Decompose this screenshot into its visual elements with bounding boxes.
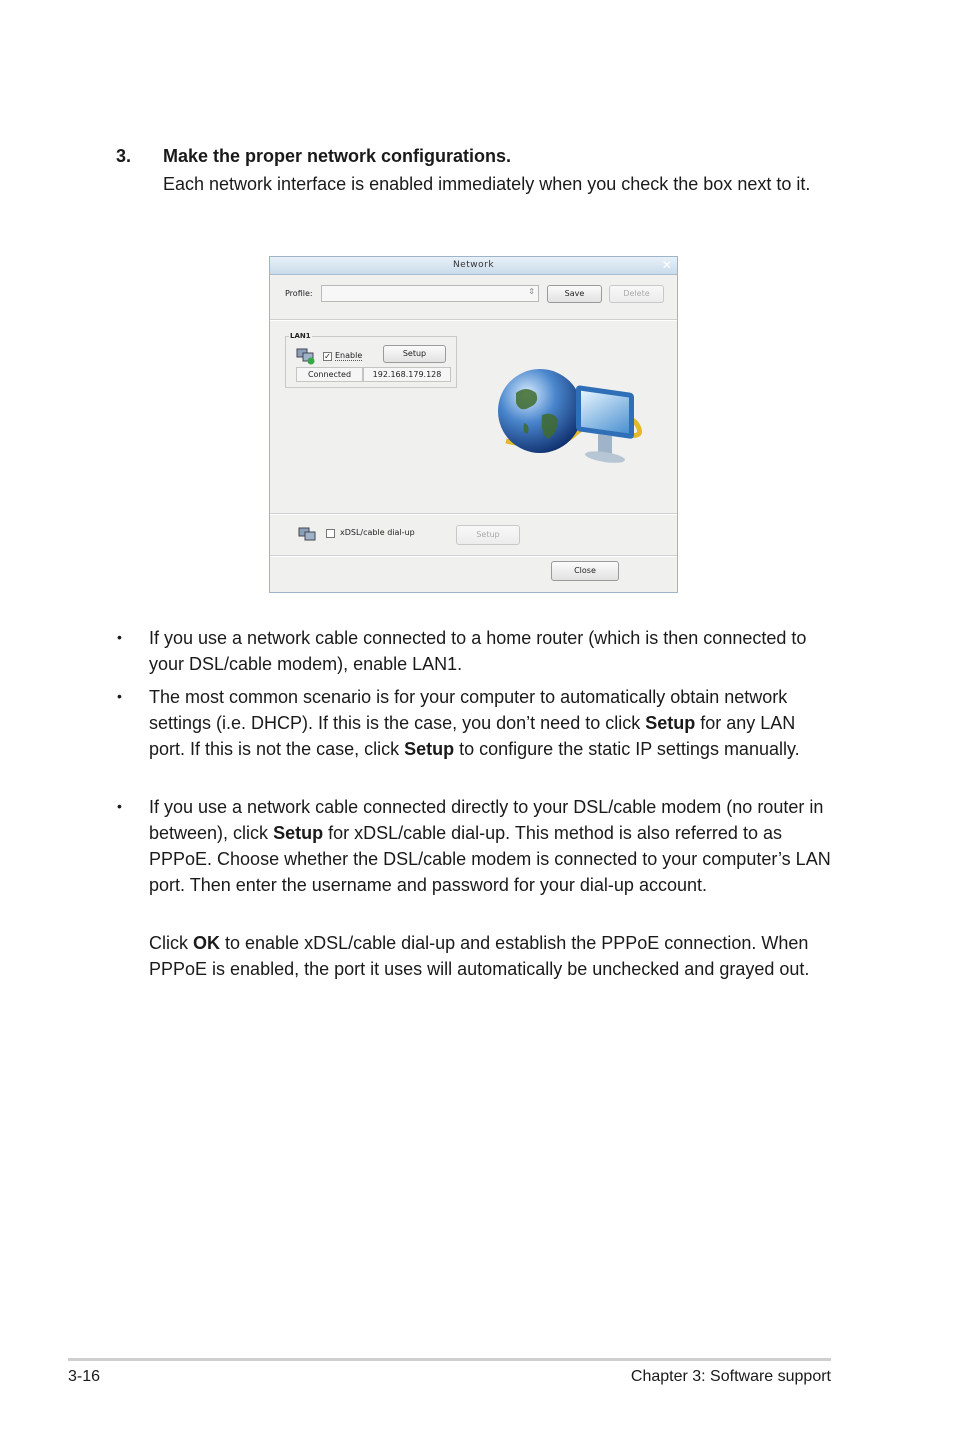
text-run: If you use a network cable connected directly to your DSL/cable modem (no router in between), click xyxy=(149,797,824,843)
text-run: The most common scenario is for your computer to automatically obtain network settings (i.e. DHCP). If this is the case, you don’t need to click xyxy=(149,687,788,733)
text-run: for xDSL/cable dial-up. This method is also referred to as PPPoE. Choose whether the DSL/cable modem is connected to your computer’s LAN port. Then enter the username and password for your dial-up account. xyxy=(149,823,831,895)
followup-paragraph xyxy=(149,930,831,982)
text-run: If you use a network cable connected to a home router (which is then connected to your DSL/cable modem), enable LAN1. xyxy=(149,628,807,674)
close-button[interactable]: Close xyxy=(551,561,619,581)
enable-checkbox[interactable] xyxy=(323,352,332,361)
delete-button[interactable]: Delete xyxy=(609,285,664,303)
check-icon: ✓ xyxy=(324,352,331,361)
bullet-item xyxy=(149,794,831,898)
bold-term: OK xyxy=(193,933,220,953)
divider xyxy=(270,513,677,515)
close-icon[interactable]: ✕ xyxy=(661,258,673,272)
lan-ip-address: 192.168.179.128 xyxy=(363,367,451,382)
xdsl-label: xDSL/cable dial-up xyxy=(340,528,415,537)
lan-status: Connected xyxy=(296,367,363,382)
save-button[interactable]: Save xyxy=(547,285,602,303)
bullet-item xyxy=(149,625,831,677)
step-heading: Make the proper network configurations. xyxy=(163,146,512,166)
xdsl-checkbox[interactable] xyxy=(326,529,335,538)
lan1-group xyxy=(285,332,457,388)
updown-arrow-icon: ⇕ xyxy=(528,287,535,296)
step-number: 3. xyxy=(116,146,132,166)
network-dialog xyxy=(269,256,678,593)
footer-divider xyxy=(68,1358,831,1361)
bullet-glyph: • xyxy=(117,688,122,704)
bold-term: Setup xyxy=(645,713,696,733)
text-run: Click xyxy=(149,933,193,953)
bold-term: Setup xyxy=(404,739,455,759)
xdsl-setup-button[interactable]: Setup xyxy=(456,525,520,545)
divider xyxy=(270,555,677,557)
chapter-title: Chapter 3: Software support xyxy=(630,1368,831,1385)
divider xyxy=(270,319,677,321)
text-run: for any LAN port. If this is not the case, click xyxy=(149,713,796,759)
profile-label: Profile: xyxy=(285,289,313,298)
dialog-title: Network xyxy=(452,260,495,270)
bullet-glyph: • xyxy=(117,629,122,645)
dialog-title-bar xyxy=(270,257,677,275)
bullet-glyph: • xyxy=(117,798,122,814)
bullet-item xyxy=(149,684,831,762)
text-run: to configure the static IP settings manually. xyxy=(454,739,800,759)
globe-monitor-icon xyxy=(496,363,648,465)
lan-setup-button[interactable]: Setup xyxy=(383,345,446,363)
text-run: to enable xDSL/cable dial-up and establish the PPPoE connection. When PPPoE is enabled, the port it uses will automatically be unchecked and grayed out. xyxy=(149,933,810,979)
step-description: Each network interface is enabled immediately when you check the box next to it. xyxy=(163,174,811,194)
network-adapter-icon xyxy=(296,347,316,365)
dialup-modem-icon xyxy=(298,525,318,543)
lan1-group-label: LAN1 xyxy=(290,332,311,340)
bold-term: Setup xyxy=(273,823,324,843)
enable-label: Enable xyxy=(335,351,363,360)
page-number: 3-16 xyxy=(68,1368,101,1385)
profile-select[interactable] xyxy=(321,285,539,302)
